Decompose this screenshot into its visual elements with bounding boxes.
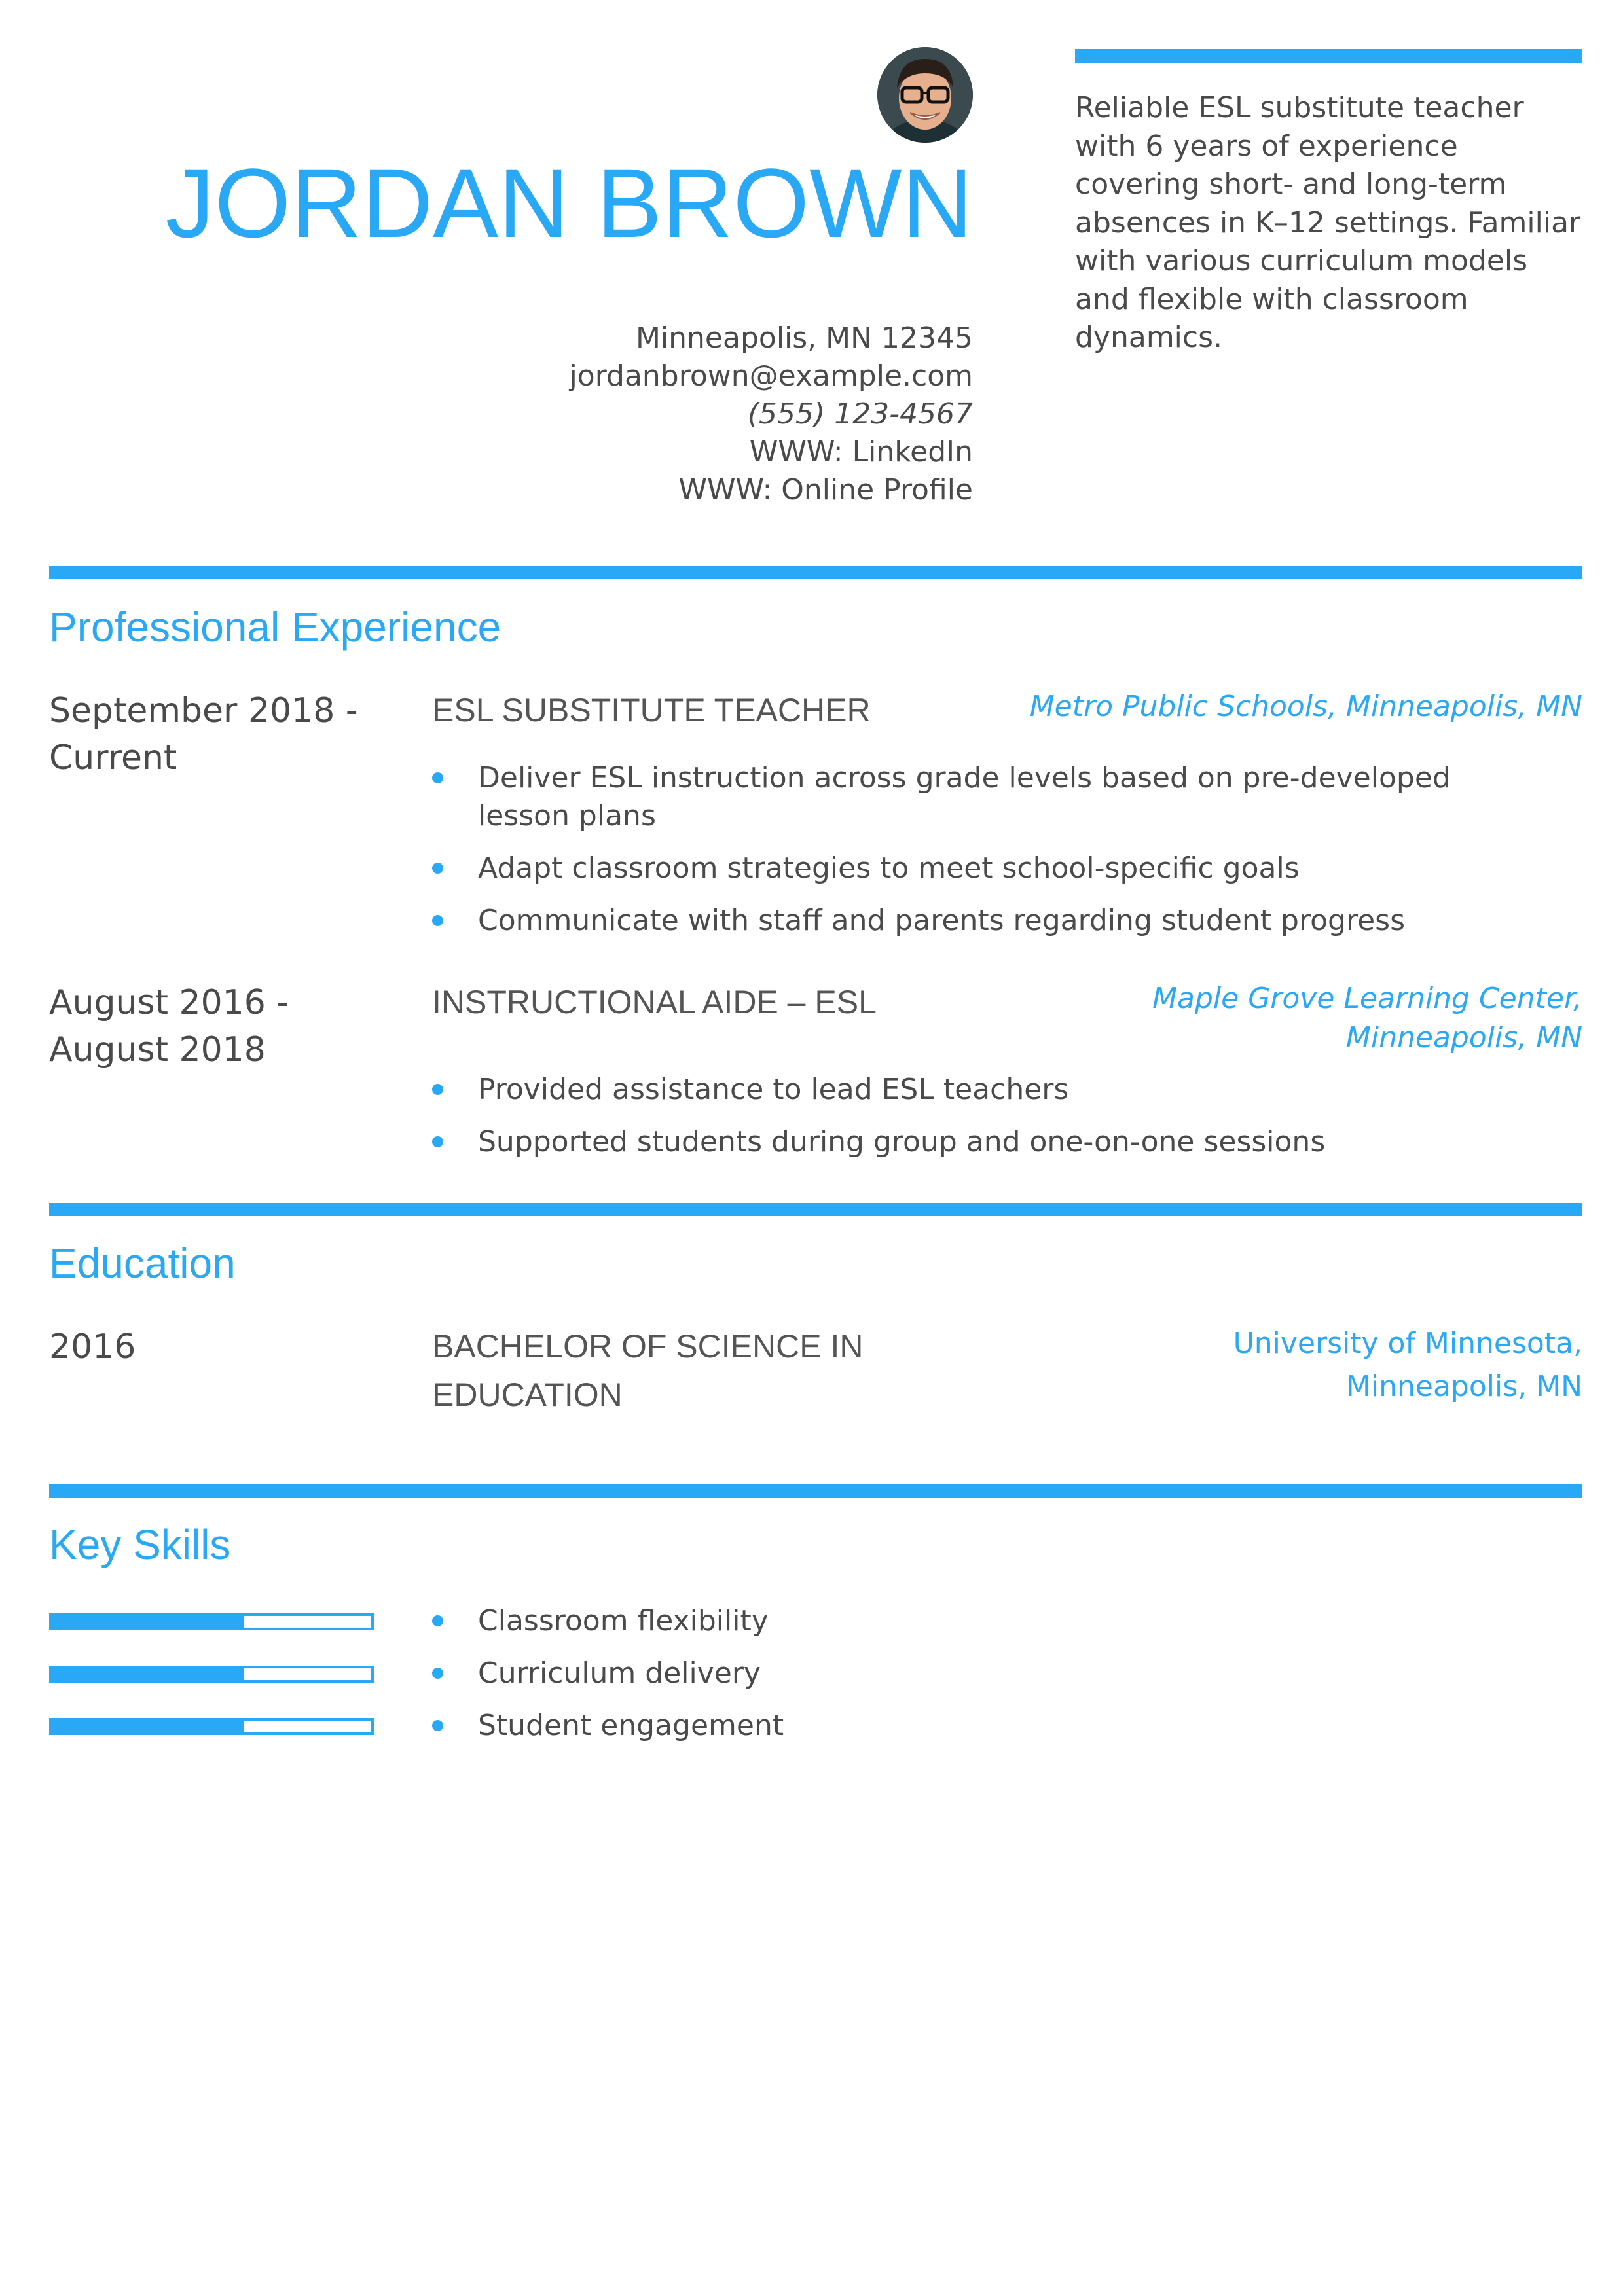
job-2-date: August 2016 - August 2018 (49, 983, 289, 1069)
job-1-bullets (432, 759, 1532, 940)
contact-linkedin-link[interactable]: WWW: LinkedIn (749, 435, 973, 469)
job-1-title: ESL SUBSTITUTE TEACHER (432, 692, 871, 728)
bullet-dot (432, 772, 443, 783)
skills-divider (49, 1484, 1582, 1498)
skill-level-fill (52, 1668, 244, 1680)
contact-address: Minneapolis, MN 12345 (635, 321, 973, 355)
skills-list (432, 1602, 1218, 1745)
list-item: Curriculum delivery (432, 1655, 1218, 1693)
education-divider (49, 1203, 1582, 1216)
experience-divider (49, 566, 1582, 579)
list-item: Supported students during group and one-on-one sessions (432, 1123, 1532, 1161)
job-2-bullets (432, 1071, 1532, 1161)
bullet-dot (432, 1136, 443, 1147)
professional-summary: Reliable ESL substitute teacher with 6 years of experience covering short- and long-term absences in K–12 settings. Familiar with various curriculum models and flexible with classroom dynamics. (1075, 91, 1581, 354)
job-2-title: INSTRUCTIONAL AIDE – ESL (432, 984, 877, 1020)
list-item: Provided assistance to lead ESL teachers (432, 1071, 1532, 1109)
skill-level-bar (49, 1613, 374, 1630)
list-item: Adapt classroom strategies to meet school-specific goals (432, 850, 1532, 888)
list-item: Communicate with staff and parents regarding student progress (432, 902, 1532, 940)
skill-level-fill (52, 1721, 244, 1732)
bullet-dot (432, 1668, 443, 1679)
job-1-org: Metro Public Schools, Minneapolis, MN (1029, 690, 1582, 723)
education-heading: Education (49, 1240, 236, 1287)
education-school: University of Minnesota, Minneapolis, MN (1233, 1327, 1582, 1403)
bullet-dot (432, 1720, 443, 1731)
list-item: Student engagement (432, 1707, 1218, 1745)
list-item: Deliver ESL instruction across grade levels based on pre-developed lesson plans (432, 759, 1532, 835)
summary-rule (1075, 49, 1582, 63)
education-degree: BACHELOR OF SCIENCE IN EDUCATION (432, 1328, 864, 1413)
job-1-date: September 2018 - Current (49, 691, 358, 778)
bullet-dot (432, 915, 443, 926)
bullet-dot (432, 1615, 443, 1626)
profile-photo (877, 47, 973, 143)
contact-block (570, 319, 973, 509)
skills-heading: Key Skills (49, 1521, 231, 1568)
job-2-org: Maple Grove Learning Center, Minneapolis, MN (1152, 982, 1582, 1054)
contact-phone: (555) 123-4567 (747, 397, 973, 431)
skill-level-bar (49, 1718, 374, 1735)
skill-level-bar (49, 1666, 374, 1683)
contact-profile-link[interactable]: WWW: Online Profile (678, 473, 973, 507)
contact-email[interactable]: jordanbrown@example.com (569, 359, 973, 393)
bullet-dot (432, 863, 443, 874)
experience-heading: Professional Experience (49, 603, 501, 651)
bullet-dot (432, 1084, 443, 1095)
list-item: Classroom flexibility (432, 1602, 1218, 1640)
candidate-name: JORDAN BROWN (165, 148, 973, 258)
skill-level-fill (52, 1616, 244, 1628)
education-date: 2016 (49, 1327, 136, 1367)
